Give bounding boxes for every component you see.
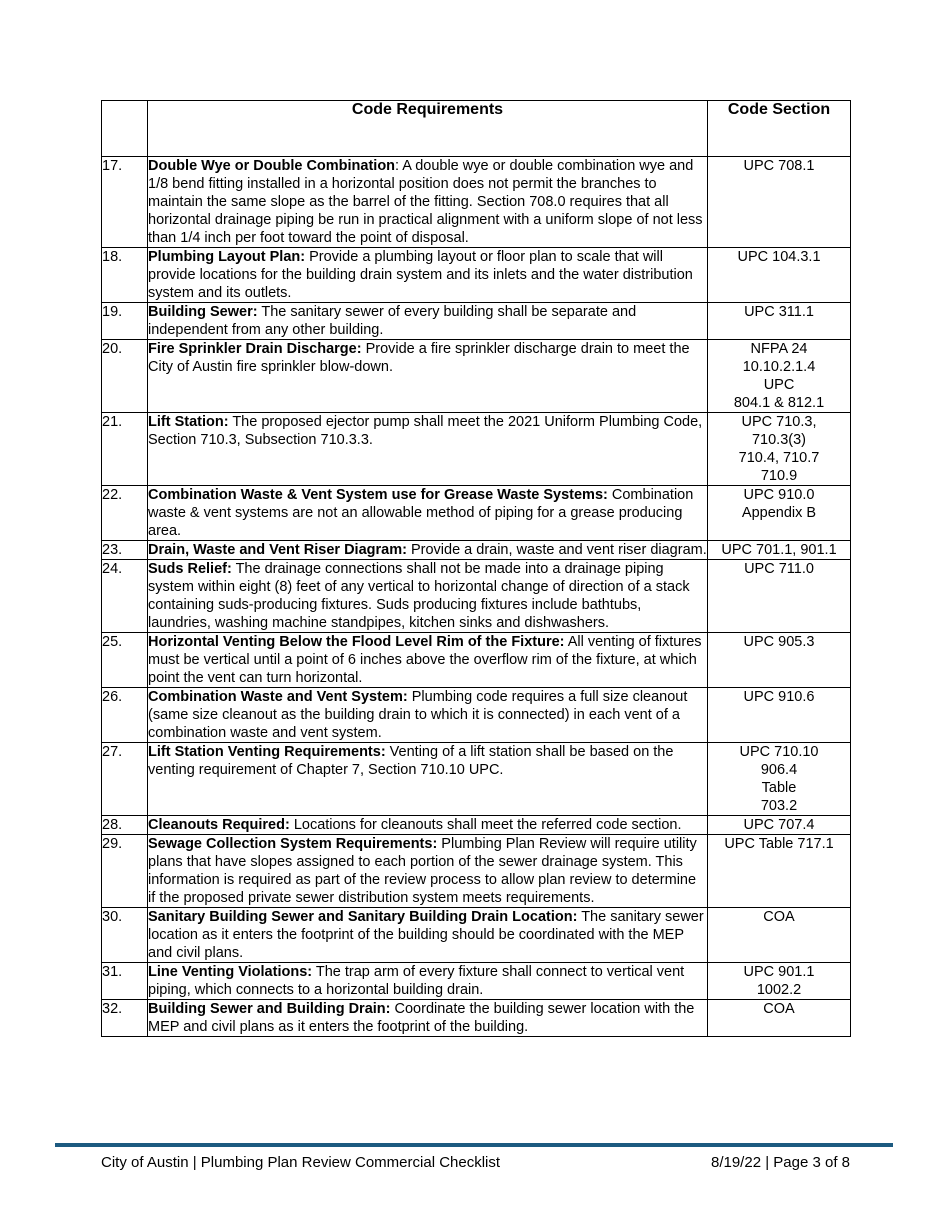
- requirement-cell: [148, 303, 708, 340]
- code-section-cell: [708, 816, 851, 835]
- code-section-cell: [708, 743, 851, 816]
- requirement-text: Plumbing Plan Review will require utility plans that have slopes assigned to each portion of the sewer drainage system. This information is required as part of the review process to allow plan review to determine if the proposed private sewer distribution system meets requirements.: [148, 836, 697, 906]
- requirement-title: Line Venting Violations:: [148, 964, 313, 980]
- header-number: [102, 101, 148, 157]
- code-section-line: 710.4, 710.7: [738, 450, 820, 466]
- requirement-title: Plumbing Layout Plan:: [148, 249, 306, 265]
- requirement-text: The proposed ejector pump shall meet the 2021 Uniform Plumbing Code, Section 710.3, Subsection 710.3.3.: [148, 414, 703, 448]
- requirement-title: Building Sewer and Building Drain:: [148, 1001, 391, 1017]
- row-number: 29.: [102, 835, 148, 908]
- requirement-text: Provide a fire sprinkler discharge drain to meet the City of Austin fire sprinkler blow-down.: [148, 341, 690, 375]
- code-section-line: 1002.2: [756, 982, 802, 998]
- code-section-line: UPC 710.3,: [741, 414, 817, 430]
- code-section-line: UPC 701.1, 901.1: [721, 542, 837, 558]
- table-body: [102, 157, 851, 1037]
- code-section-line: UPC Table 717.1: [724, 836, 834, 852]
- code-section-line: 703.2: [760, 798, 798, 814]
- requirement-cell: [148, 413, 708, 486]
- table-row: [102, 541, 851, 560]
- header-code-requirements: Code Requirements: [148, 101, 708, 157]
- requirement-cell: [148, 816, 708, 835]
- requirement-text: Venting of a lift station shall be based on the venting requirement of Chapter 7, Section 710.10 UPC.: [148, 744, 674, 778]
- code-section-cell: [708, 413, 851, 486]
- code-section-cell: [708, 486, 851, 541]
- requirement-text: Combination waste & vent systems are not an allowable method of piping for a grease producing area.: [148, 487, 694, 539]
- code-section-cell: [708, 157, 851, 248]
- row-number: 18.: [102, 248, 148, 303]
- code-section-line: 10.10.2.1.4: [742, 359, 816, 375]
- code-section-cell: [708, 835, 851, 908]
- table-row: [102, 340, 851, 413]
- row-number: 25.: [102, 633, 148, 688]
- checklist-table: [101, 100, 851, 1037]
- table-row: [102, 413, 851, 486]
- row-number: 21.: [102, 413, 148, 486]
- requirement-cell: [148, 486, 708, 541]
- table-row: [102, 963, 851, 1000]
- table-row: [102, 303, 851, 340]
- table-header-row: [102, 101, 851, 157]
- code-section-cell: [708, 908, 851, 963]
- requirement-cell: [148, 688, 708, 743]
- table-row: [102, 633, 851, 688]
- code-section-line: UPC 910.0: [743, 487, 815, 503]
- row-number: 31.: [102, 963, 148, 1000]
- code-section-line: NFPA 24: [750, 341, 808, 357]
- code-section-line: UPC 905.3: [743, 634, 815, 650]
- table-row: [102, 743, 851, 816]
- code-section-line: UPC 711.0: [744, 561, 814, 577]
- code-section-cell: [708, 303, 851, 340]
- requirement-title: Double Wye or Double Combination: [148, 158, 396, 174]
- requirement-title: Combination Waste and Vent System:: [148, 689, 408, 705]
- row-number: 24.: [102, 560, 148, 633]
- requirement-text: Provide a plumbing layout or floor plan to scale that will provide locations for the building drain system and its inlets and the water distribution system and its outlets.: [148, 249, 693, 301]
- requirement-title: Drain, Waste and Vent Riser Diagram:: [148, 542, 407, 558]
- requirement-title: Suds Relief:: [148, 561, 232, 577]
- code-section-cell: [708, 1000, 851, 1037]
- row-number: 30.: [102, 908, 148, 963]
- table-row: [102, 157, 851, 248]
- code-section-line: UPC 910.6: [743, 689, 815, 705]
- code-section-line: 804.1 & 812.1: [733, 395, 825, 411]
- requirement-cell: [148, 963, 708, 1000]
- row-number: 28.: [102, 816, 148, 835]
- code-section-cell: [708, 633, 851, 688]
- code-section-line: UPC 311.1: [744, 304, 814, 320]
- requirement-cell: [148, 541, 708, 560]
- code-section-line: UPC 710.10: [739, 744, 819, 760]
- requirement-title: Sewage Collection System Requirements:: [148, 836, 438, 852]
- requirement-cell: [148, 248, 708, 303]
- requirement-cell: [148, 340, 708, 413]
- code-section-cell: [708, 248, 851, 303]
- requirement-text: Locations for cleanouts shall meet the referred code section.: [289, 817, 682, 833]
- table-row: [102, 486, 851, 541]
- footer-rule: [55, 1143, 893, 1147]
- row-number: 26.: [102, 688, 148, 743]
- requirement-cell: [148, 633, 708, 688]
- code-section-line: COA: [763, 909, 795, 925]
- code-section-line: Table: [761, 780, 797, 796]
- row-number: 20.: [102, 340, 148, 413]
- table-row: [102, 560, 851, 633]
- code-section-line: COA: [763, 1001, 795, 1017]
- code-section-line: 906.4: [760, 762, 798, 778]
- table-row: [102, 248, 851, 303]
- code-section-cell: [708, 340, 851, 413]
- requirement-cell: [148, 743, 708, 816]
- footer-title: City of Austin | Plumbing Plan Review Commercial Checklist: [101, 1154, 501, 1171]
- requirement-title: Horizontal Venting Below the Flood Level Rim of the Fixture:: [148, 634, 565, 650]
- row-number: 23.: [102, 541, 148, 560]
- requirement-title: Lift Station Venting Requirements:: [148, 744, 386, 760]
- code-section-line: UPC 708.1: [743, 158, 815, 174]
- requirement-text: Coordinate the building sewer location with the MEP and civil plans as it enters the footprint of the building.: [148, 1001, 695, 1035]
- table-row: [102, 688, 851, 743]
- requirement-cell: [148, 157, 708, 248]
- requirement-title: Building Sewer:: [148, 304, 258, 320]
- requirement-text: Plumbing code requires a full size cleanout (same size cleanout as the building drain to which it is connected) in each vent of a combination waste and vent system.: [148, 689, 688, 741]
- code-section-line: UPC 707.4: [743, 817, 815, 833]
- requirement-title: Lift Station:: [148, 414, 229, 430]
- requirement-cell: [148, 835, 708, 908]
- table-row: [102, 835, 851, 908]
- row-number: 27.: [102, 743, 148, 816]
- footer-page-info: 8/19/22 | Page 3 of 8: [710, 1154, 850, 1171]
- row-number: 17.: [102, 157, 148, 248]
- code-section-cell: [708, 963, 851, 1000]
- requirement-cell: [148, 560, 708, 633]
- requirement-cell: [148, 908, 708, 963]
- code-section-line: 710.9: [760, 468, 798, 484]
- requirement-title: Combination Waste & Vent System use for Grease Waste Systems:: [148, 487, 608, 503]
- code-section-cell: [708, 560, 851, 633]
- requirement-text: The drainage connections shall not be made into a drainage piping system within eight (8) feet of any vertical to horizontal change of direction of a stack containing suds-producing fixtures. Suds producing fixtures include bathtubs, laundries, washing machine standpipes, kitchen sinks and dishwashers.: [148, 561, 690, 631]
- table-row: [102, 1000, 851, 1037]
- row-number: 22.: [102, 486, 148, 541]
- code-section-line: UPC: [763, 377, 795, 393]
- requirement-text: : A double wye or double combination wye and 1/8 bend fitting installed in a horizontal position does not permit the branches to maintain the same slope as the barrel of the fitting. Section 708.0 requires that all horizontal drainage piping be run in practical alignment with a uniform slope of not less than 1/4 inch per foot toward the point of disposal.: [148, 158, 703, 246]
- code-section-cell: [708, 541, 851, 560]
- requirement-text: The sanitary sewer of every building shall be separate and independent from any other building.: [148, 304, 637, 338]
- code-section-line: 710.3(3): [751, 432, 806, 448]
- requirement-text: The sanitary sewer location as it enters the footprint of the building should be coordinated with the MEP and civil plans.: [148, 909, 704, 961]
- requirement-title: Cleanouts Required:: [148, 817, 290, 833]
- row-number: 19.: [102, 303, 148, 340]
- row-number: 32.: [102, 1000, 148, 1037]
- requirement-text: The trap arm of every fixture shall connect to vertical vent piping, which connects to a horizontal building drain.: [148, 964, 685, 998]
- code-section-line: UPC 901.1: [743, 964, 815, 980]
- requirement-text: All venting of fixtures must be vertical until a point of 6 inches above the overflow rim of the fixture, at which point the vent can turn horizontal.: [148, 634, 702, 686]
- table-row: [102, 908, 851, 963]
- requirement-text: Provide a drain, waste and vent riser diagram.: [406, 542, 707, 558]
- requirement-title: Sanitary Building Sewer and Sanitary Building Drain Location:: [148, 909, 578, 925]
- requirement-title: Fire Sprinkler Drain Discharge:: [148, 341, 362, 357]
- code-section-cell: [708, 688, 851, 743]
- code-section-line: Appendix B: [741, 505, 817, 521]
- requirement-cell: [148, 1000, 708, 1037]
- header-code-section: Code Section: [708, 101, 851, 157]
- table-row: [102, 816, 851, 835]
- code-section-line: UPC 104.3.1: [737, 249, 821, 265]
